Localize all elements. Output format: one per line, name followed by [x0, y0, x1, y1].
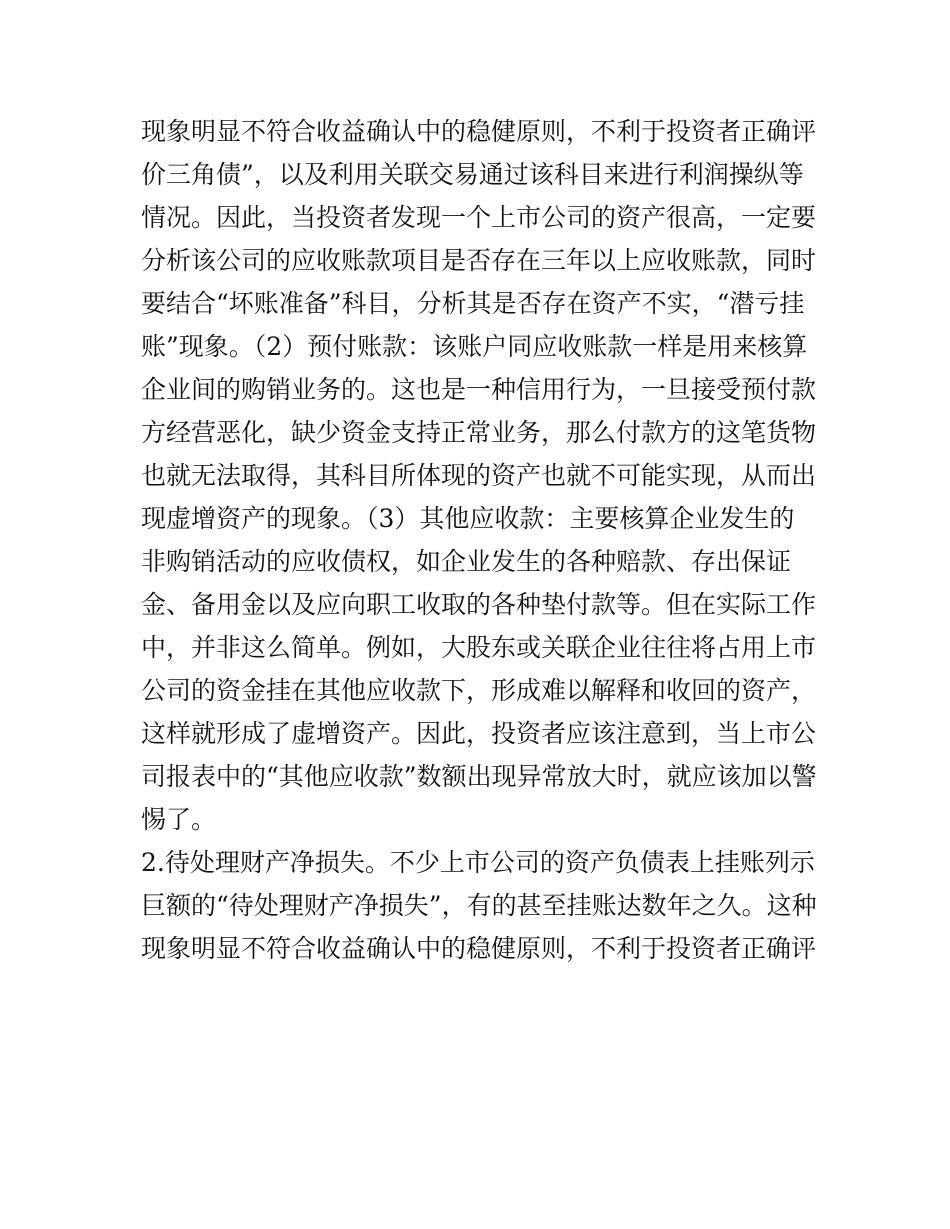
text-line: 现象明显不符合收益确认中的稳健原则，不利于投资者正确评 — [141, 117, 817, 146]
text-line: 惕了。 — [141, 805, 217, 834]
text-line: 分析该公司的应收账款项目是否存在三年以上应收账款，同时 — [141, 246, 817, 275]
section-heading-line: 2.待处理财产净损失。不少上市公司的资产负债表上挂账列示 — [141, 848, 815, 877]
text-line: 巨额的“待处理财产净损失”，有的甚至挂账达数年之久。这种 — [141, 891, 817, 920]
text-line: 司报表中的“其他应收款”数额出现异常放大时，就应该加以警 — [141, 762, 817, 791]
body-text — [141, 110, 821, 970]
text-line: 账”现象。（2）预付账款：该账户同应收账款一样是用来核算 — [141, 332, 808, 361]
text-line: 非购销活动的应收债权，如企业发生的各种赔款、存出保证 — [141, 547, 792, 576]
text-line: 要结合“坏账准备”科目，分析其是否存在资产不实，“潜亏挂 — [141, 289, 805, 318]
text-line: 情况。因此，当投资者发现一个上市公司的资产很高，一定要 — [141, 203, 817, 232]
text-line: 价三角债”，以及利用关联交易通过该科目来进行利润操纵等 — [141, 160, 804, 189]
text-line: 这样就形成了虚增资产。因此，投资者应该注意到，当上市公 — [141, 719, 817, 748]
text-line: 方经营恶化，缺少资金支持正常业务，那么付款方的这笔货物 — [141, 418, 817, 447]
text-line: 也就无法取得，其科目所体现的资产也就不可能实现，从而出 — [141, 461, 817, 490]
text-line: 现象明显不符合收益确认中的稳健原则，不利于投资者正确评 — [141, 934, 817, 963]
text-line: 现虚增资产的现象。（3）其他应收款：主要核算企业发生的 — [141, 504, 795, 533]
text-line: 公司的资金挂在其他应收款下，形成难以解释和收回的资产， — [141, 676, 817, 705]
text-line: 中，并非这么简单。例如，大股东或关联企业往往将占用上市 — [141, 633, 817, 662]
text-line: 金、备用金以及应向职工收取的各种垫付款等。但在实际工作 — [141, 590, 817, 619]
text-line: 企业间的购销业务的。这也是一种信用行为，一旦接受预付款 — [141, 375, 817, 404]
